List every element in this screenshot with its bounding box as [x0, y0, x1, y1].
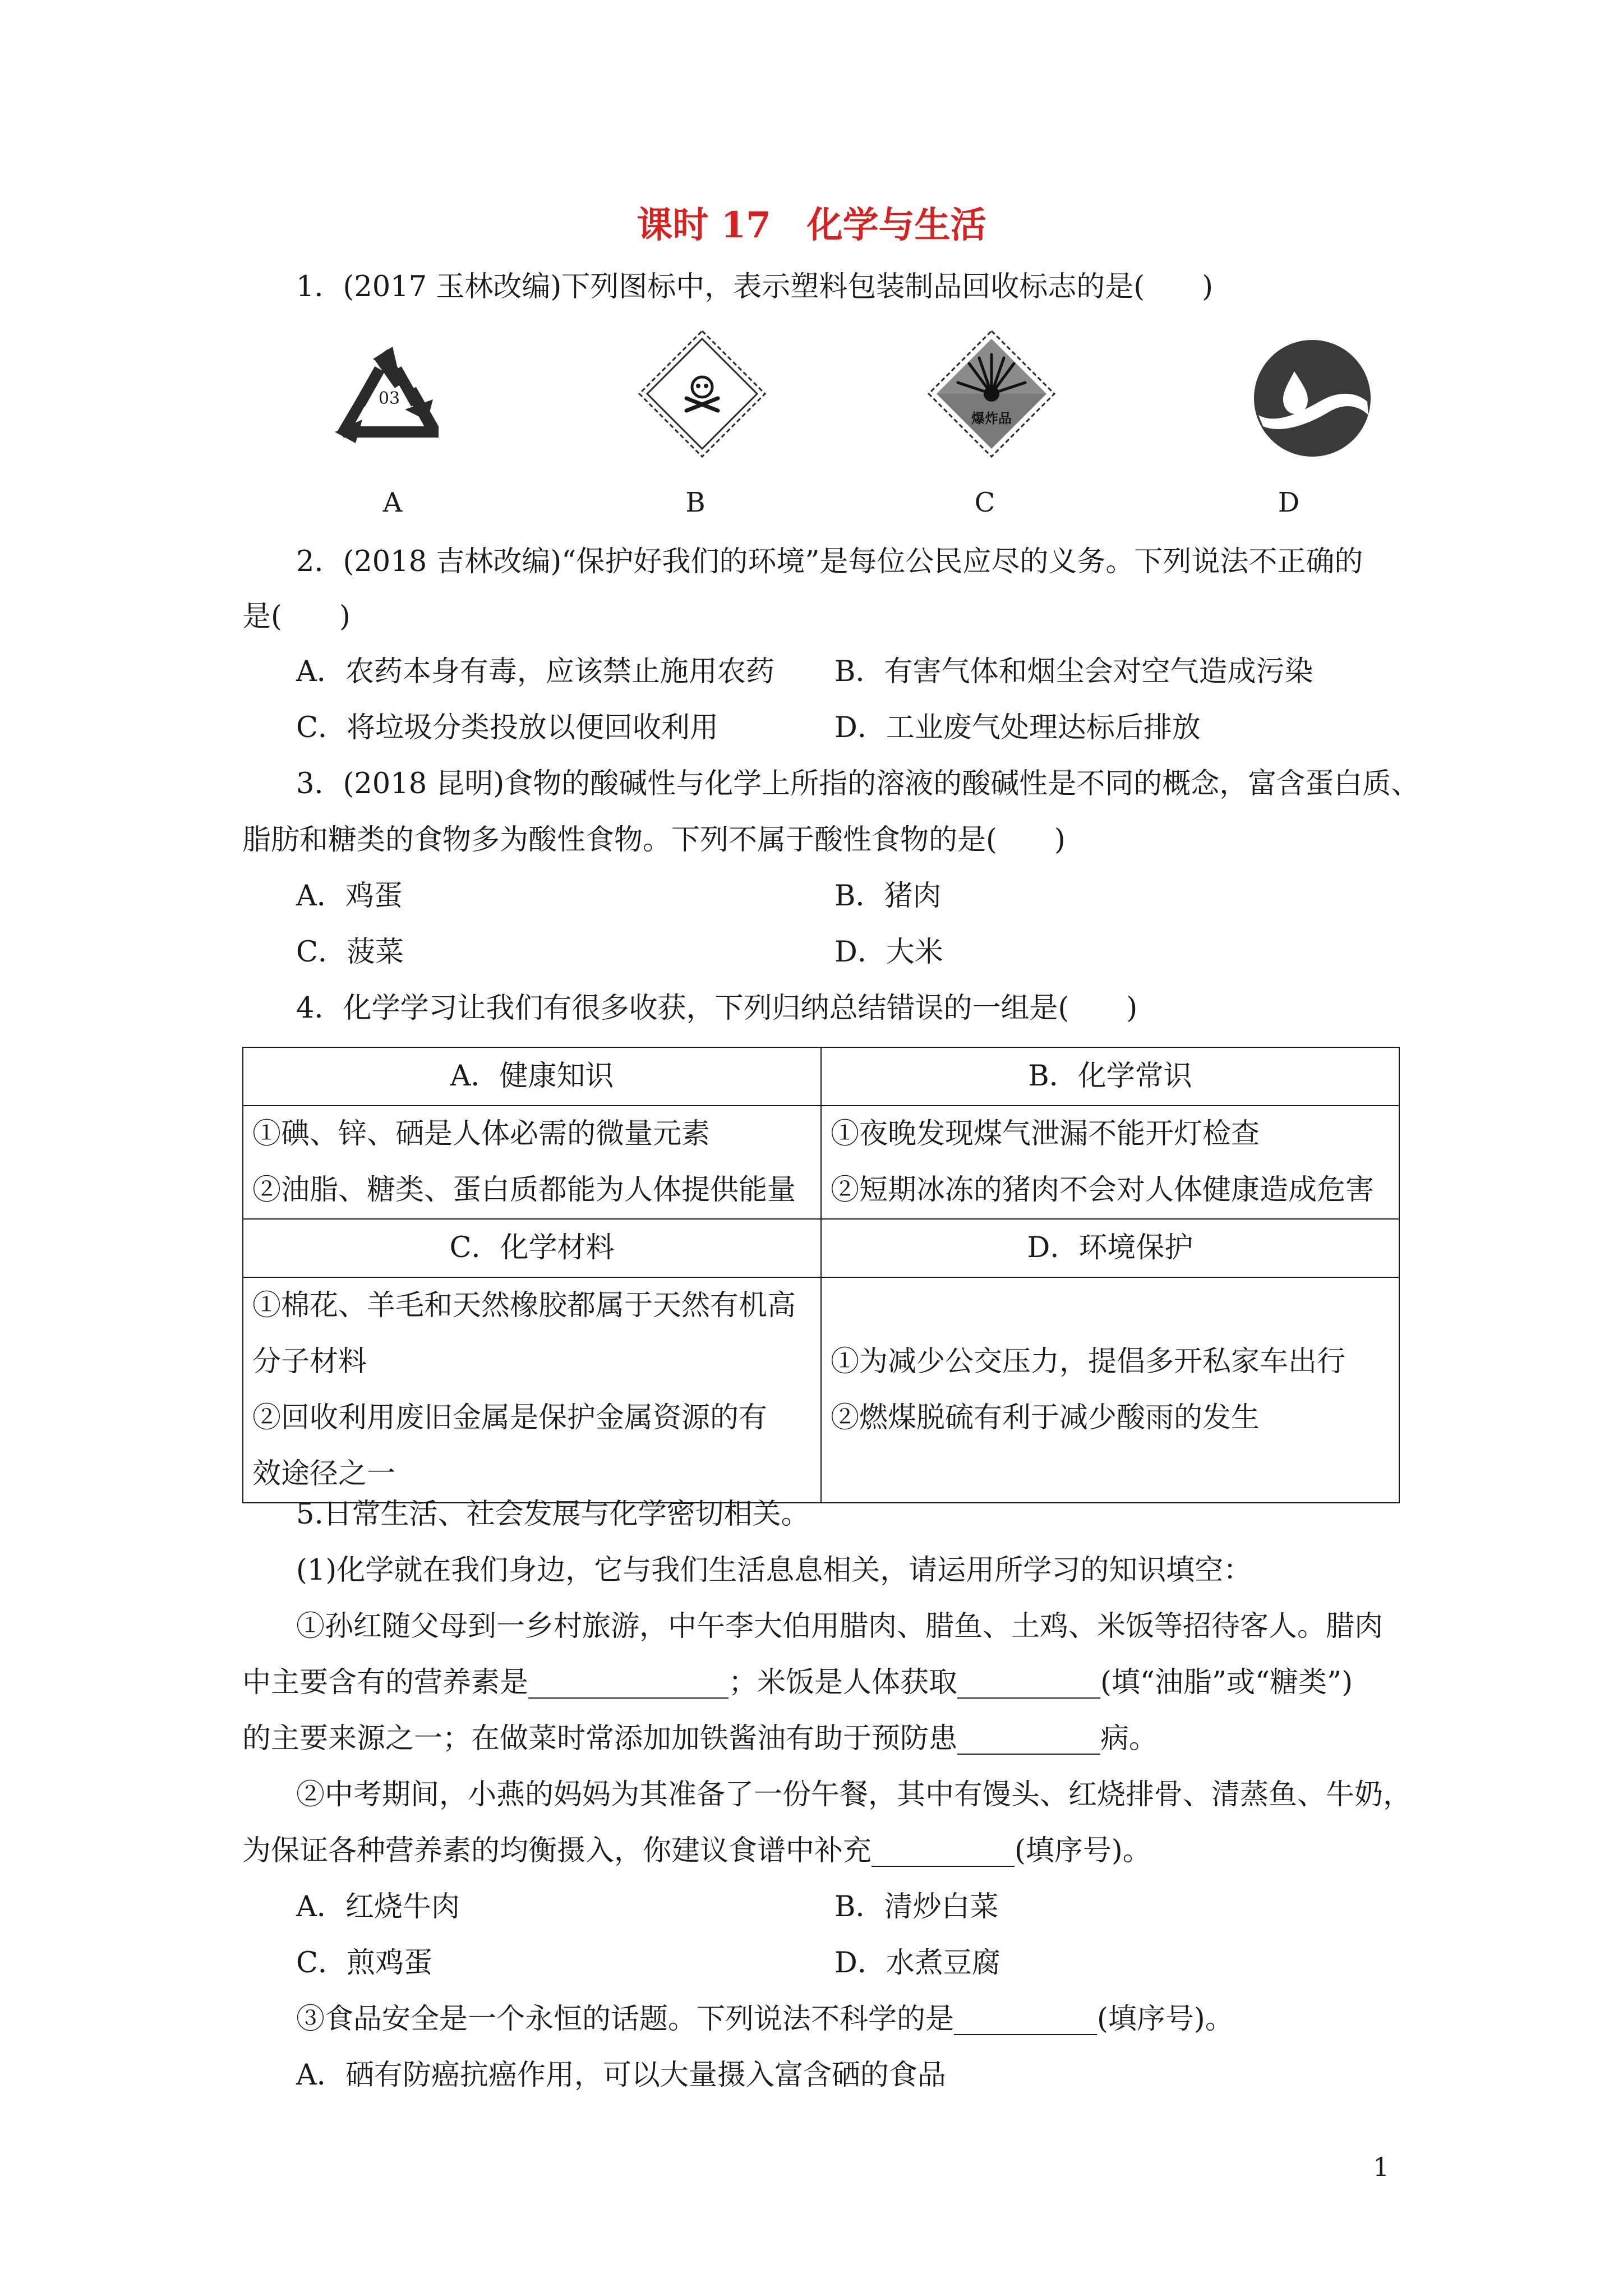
q3-option-d: D．大米 — [834, 936, 943, 969]
q5-s2-option-a: A．红烧牛肉 — [296, 1890, 460, 1924]
summary-table — [242, 1047, 1400, 1503]
table-a-item-2: ②油脂、糖类、蛋白质都能为人体提供能量 — [252, 1174, 796, 1207]
table-d-item-1: ①为减少公交压力，提倡多开私家车出行 — [831, 1345, 1346, 1378]
q2-option-a: A．农药本身有毒，应该禁止施用农药 — [296, 655, 774, 688]
table-cell-b — [821, 1106, 1399, 1219]
explosive-label: 爆炸品 — [971, 411, 1012, 426]
q5-s2-option-d: D．水煮豆腐 — [834, 1947, 1000, 1980]
table-c-item-2b: 效途径之一 — [252, 1457, 396, 1490]
q5-s1-line2: 中主要含有的营养素是______________；米饭是人体获取__________(填“油脂”或“糖类”) — [242, 1666, 1353, 1699]
table-cell-d — [821, 1277, 1399, 1503]
q5-s2-line2: 为保证各种营养素的均衡摄入，你建议食谱中补充__________(填序号)。 — [242, 1834, 1151, 1867]
page-number: 1 — [1373, 2152, 1390, 2182]
q1-label-d: D — [1278, 487, 1300, 518]
plastic-recycle-icon — [321, 337, 455, 454]
q1-label-a: A — [382, 487, 403, 518]
q5-part1: (1)化学就在我们身边，它与我们生活息息相关，请运用所学习的知识填空： — [296, 1554, 1252, 1587]
water-saving-icon — [1251, 337, 1374, 460]
table-c-item-1a: ①棉花、羊毛和天然橡胶都属于天然有机高 — [252, 1289, 796, 1322]
q2-option-b: B．有害气体和烟尘会对空气造成污染 — [834, 655, 1313, 688]
table-head-d: D．环境保护 — [821, 1219, 1399, 1277]
q3-line1: 3．(2018 昆明)食物的酸碱性与化学上所指的溶液的酸碱性是不同的概念，富含蛋白质、 — [296, 767, 1420, 800]
q5-s1-line1: ①孙红随父母到一乡村旅游，中午李大伯用腊肉、腊鱼、土鸡、米饭等招待客人。腊肉 — [296, 1610, 1384, 1643]
table-b-item-2: ②短期冰冻的猪肉不会对人体健康造成危害 — [831, 1174, 1375, 1207]
table-b-item-1: ①夜晚发现煤气泄漏不能开灯检查 — [831, 1117, 1260, 1151]
q2-option-c: C．将垃圾分类投放以便回收利用 — [296, 711, 719, 744]
q1-label-b: B — [685, 487, 706, 518]
table-cell-a — [243, 1106, 821, 1219]
table-d-item-2: ②燃煤脱硫有利于减少酸雨的发生 — [831, 1401, 1260, 1434]
q4-text: 4．化学学习让我们有很多收获，下列归纳总结错误的一组是( ) — [296, 992, 1138, 1025]
q3-option-a: A．鸡蛋 — [296, 880, 403, 913]
q3-line2: 脂肪和糖类的食物多为酸性食物。下列不属于酸性食物的是( ) — [242, 823, 1066, 857]
q3-option-c: C．菠菜 — [296, 936, 404, 969]
table-c-item-1b: 分子材料 — [252, 1345, 367, 1378]
q2-line1: 2．(2018 吉林改编)“保护好我们的环境”是每位公民应尽的义务。下列说法不正确的 — [296, 545, 1363, 578]
q5-intro: 5.日常生活、社会发展与化学密切相关。 — [296, 1498, 810, 1531]
q5-s3-option-a: A．硒有防癌抗癌作用，可以大量摄入富含硒的食品 — [296, 2059, 946, 2092]
toxic-diamond-icon — [635, 326, 769, 461]
q2-option-d: D．工业废气处理达标后排放 — [834, 711, 1201, 744]
table-head-a: A．健康知识 — [243, 1047, 821, 1106]
q1-text: 1．(2017 玉林改编)下列图标中，表示塑料包装制品回收标志的是( ) — [296, 270, 1214, 303]
q5-s1-line3: 的主要来源之一；在做菜时常添加加铁酱油有助于预防患__________病。 — [242, 1722, 1158, 1755]
q5-s3-line1: ③食品安全是一个永恒的话题。下列说法不科学的是__________(填序号)。 — [296, 2003, 1234, 2036]
q5-s2-option-b: B．清炒白菜 — [834, 1890, 999, 1924]
q3-option-b: B．猪肉 — [834, 880, 942, 913]
table-a-item-1: ①碘、锌、硒是人体必需的微量元素 — [252, 1117, 711, 1151]
table-head-c: C．化学材料 — [243, 1219, 821, 1277]
table-c-item-2a: ②回收利用废旧金属是保护金属资源的有 — [252, 1401, 768, 1434]
table-cell-c — [243, 1277, 821, 1503]
explosive-diamond-icon — [924, 326, 1059, 461]
q1-label-c: C — [974, 487, 995, 518]
q2-line2: 是( ) — [242, 600, 351, 633]
recycle-code: 03 — [378, 389, 400, 408]
q5-s2-option-c: C．煎鸡蛋 — [296, 1947, 433, 1980]
table-head-b: B．化学常识 — [821, 1047, 1399, 1106]
q5-s2-line1: ②中考期间，小燕的妈妈为其准备了一份午餐，其中有馒头、红烧排骨、清蒸鱼、牛奶， — [296, 1778, 1412, 1811]
page-title: 课时 17 化学与生活 — [637, 204, 986, 246]
